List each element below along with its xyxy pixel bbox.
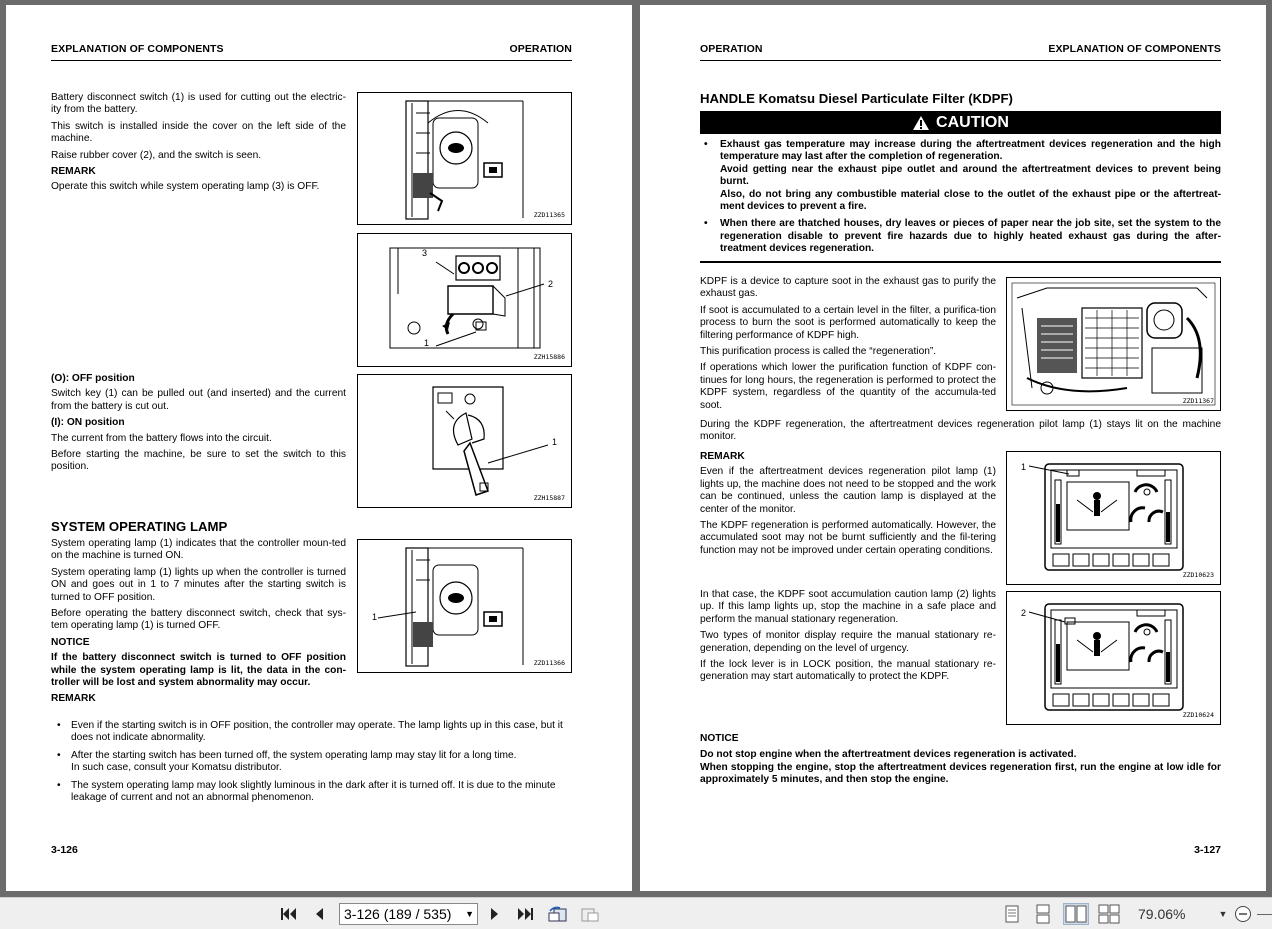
back-view-icon	[546, 905, 568, 923]
continuous-view-button[interactable]	[1032, 903, 1054, 925]
warning-icon	[912, 115, 930, 131]
figure-system-lamp	[357, 539, 572, 673]
zoom-slider[interactable]	[1257, 903, 1272, 925]
zoom-slider-track[interactable]	[1257, 914, 1272, 915]
figure-kdpf-engine	[1006, 277, 1221, 411]
list-item: • Even if the starting switch is in OFF position, the controller may operate. The lamp lights up in this case, but it does not indicate abnormality.	[51, 720, 574, 745]
figure-code: ZZD11365	[533, 211, 565, 219]
kdpf-text-2: During the KDPF regeneration, the aftertreatment devices regeneration pilot lamp (1) stays lit on the machine monitor.	[700, 419, 1221, 443]
figure-battery-switch-location	[357, 92, 572, 225]
system-lamp-text: System operating lamp (1) indicates that the controller moun-ted on the machine is turned ON. System operating lamp (1) lights up when the controller is turned ON and goes out in 1 to 7 minutes after the starting switch is turned to OFF position. Before operating the battery disconnect switch, check that sys-tem operating lamp (1) is turned OFF. NOTICE If the battery disconnect switch is turned to OFF position while the system operating lamp is lit, the data in the con-troller will be lost and system abnormality may occur. REMARK	[51, 538, 346, 705]
header-rule	[700, 60, 1221, 61]
figure-rubber-cover	[357, 233, 572, 367]
zoom-out-icon	[1234, 905, 1252, 923]
continuous-facing-icon	[1098, 904, 1120, 924]
header-right: EXPLANATION OF COMPONENTS	[1048, 43, 1221, 55]
go-forward-view-button[interactable]	[578, 903, 602, 925]
caution-rule	[700, 261, 1221, 263]
left-page	[6, 5, 632, 891]
go-back-view-button[interactable]	[545, 903, 569, 925]
kdpf-text-1: KDPF is a device to capture soot in the exhaust gas to purify the exhaust gas. If soot is accumulated to a certain level in the filter, a purifica-tion process to burn the soot is performed automatically to keep the filtering performance of KDPF high. This purification process is called the “regeneration”. If operations which lower the purification function of KDPF con-tinues for long hours, the regeneration is performed to protect the KDPF system, regardless of the quantity of the accumula-ted soot.	[700, 276, 996, 411]
single-page-icon	[1004, 905, 1020, 923]
list-item: • When there are thatched houses, dry leaves or pieces of paper near the job site, set the system to the regeneration disable to prevent fire hazards due to highly heated exhaust gas during the after-treatment devices regeneration.	[700, 218, 1221, 255]
page-number: 3-127	[1194, 844, 1221, 856]
zoom-level[interactable]: 79.06%	[1138, 906, 1186, 922]
figure-switch-key	[357, 374, 572, 508]
forward-view-icon	[579, 905, 601, 923]
header-rule	[51, 60, 572, 61]
last-page-button[interactable]	[514, 903, 536, 925]
battery-switch-text: Battery disconnect switch (1) is used for cutting out the electric-ity from the battery. This switch is installed inside the cover on the left side of the machine. Raise rubber cover (2), and the switch is seen. REMARK Operate this switch while system operating lamp (3) is OFF.	[51, 92, 346, 193]
figure-monitor-soot-lamp	[1006, 591, 1221, 725]
figure-code: ZZD11367	[1182, 397, 1214, 405]
figure-monitor-pilot-lamp	[1006, 451, 1221, 585]
previous-page-button[interactable]	[309, 903, 329, 925]
list-item: • The system operating lamp may look slightly luminous in the dark after it is turned off. It is due to the minute leakage of current and not an abnormal phenomenon.	[51, 780, 574, 805]
section-title-kdpf: HANDLE Komatsu Diesel Particulate Filter (KDPF)	[700, 91, 1013, 106]
caution-list	[700, 139, 1221, 261]
positions-text: (O): OFF position Switch key (1) can be pulled out (and inserted) and the current from the battery is cut out. (I): ON position The current from the battery flows into the circuit. Before starting the machine, be sure to set the switch to this position.	[51, 373, 346, 473]
figure-code: ZZH15886	[533, 353, 565, 361]
chevron-down-icon: ▼	[1218, 909, 1228, 919]
kdpf-remark-text-2: In that case, the KDPF soot accumulation caution lamp (2) lights up. If this lamp lights up, stop the machine in a safe place and perform the manual stationary regeneration. Two types of monitor display require the manual stationary re-generation, depending on the level of urgency. If the lock lever is in LOCK position, the manual stationary re-generation may start automatically to protect the KDPF.	[700, 589, 996, 683]
kdpf-remark-text: REMARK Even if the aftertreatment devices regeneration pilot lamp (1) lights up, the machine does not need to be stopped and the work can be continued, unless the caution lamp is displayed at the center of the monitor. The KDPF regeneration is performed automatically. However, the accumulated soot may not be burnt sufficiently and the fil-tering function may not be improved under certain operating conditions.	[700, 451, 996, 556]
zoom-dropdown[interactable]	[1217, 903, 1229, 925]
label-3: 3	[422, 248, 428, 258]
section-title-system-lamp: SYSTEM OPERATING LAMP	[51, 519, 228, 534]
facing-pages-icon	[1065, 905, 1087, 923]
label-2: 2	[548, 279, 554, 289]
label-1: 1	[424, 338, 430, 348]
next-page-icon	[489, 906, 501, 922]
last-page-icon	[516, 906, 534, 922]
page-number: 3-126	[51, 844, 78, 856]
header-right: OPERATION	[509, 43, 572, 55]
viewer-toolbar	[0, 897, 1272, 929]
first-page-icon	[280, 906, 298, 922]
label-1: 1	[552, 437, 558, 447]
label-2: 2	[1021, 608, 1027, 618]
caution-label: CAUTION	[936, 113, 1009, 131]
first-page-button[interactable]	[278, 903, 300, 925]
next-page-button[interactable]	[485, 903, 505, 925]
label-1: 1	[372, 612, 378, 622]
single-page-view-button[interactable]	[1001, 903, 1023, 925]
figure-code: ZZH15887	[533, 494, 565, 502]
zoom-out-button[interactable]	[1232, 903, 1254, 925]
header-left: EXPLANATION OF COMPONENTS	[51, 43, 224, 55]
facing-pages-view-button[interactable]	[1063, 903, 1089, 925]
figure-code: ZZD10623	[1182, 571, 1214, 579]
previous-page-icon	[313, 906, 325, 922]
header-left: OPERATION	[700, 43, 763, 55]
continuous-page-icon	[1035, 904, 1051, 924]
list-item: • Exhaust gas temperature may increase during the aftertreatment devices regeneration and the high temperature may last after the completion of regeneration. Avoid getting near the exhaust pipe outlet and around the aftertreatment devices to prevent being burnt. Also, do not bring any combustible material close to the outlet of the exhaust pipe or the aftertreat-ment devices to prevent a fire.	[700, 139, 1221, 213]
remark-list	[51, 720, 574, 809]
list-item-continuation: In such case, consult your Komatsu distributor.	[71, 762, 282, 774]
right-page	[640, 5, 1266, 891]
kdpf-notice: NOTICE Do not stop engine when the aftertreatment devices regeneration is activated. When stopping the engine, stop the aftertreatment devices regeneration first, run the engine at low idle for approximately 5 minutes, and then stop the engine.	[700, 733, 1221, 786]
chevron-down-icon[interactable]: ▼	[465, 909, 474, 919]
remark-title: REMARK	[51, 166, 96, 178]
figure-code: ZZD10624	[1182, 711, 1214, 719]
list-item: • After the starting switch has been turned off, the system operating lamp may stay lit for a long time.	[51, 750, 574, 762]
caution-banner	[700, 111, 1221, 134]
figure-code: ZZD11366	[533, 659, 565, 667]
page-number-input[interactable]: 3-126 (189 / 535) ▼	[339, 903, 478, 925]
label-1: 1	[1021, 462, 1027, 472]
continuous-facing-view-button[interactable]	[1097, 903, 1121, 925]
